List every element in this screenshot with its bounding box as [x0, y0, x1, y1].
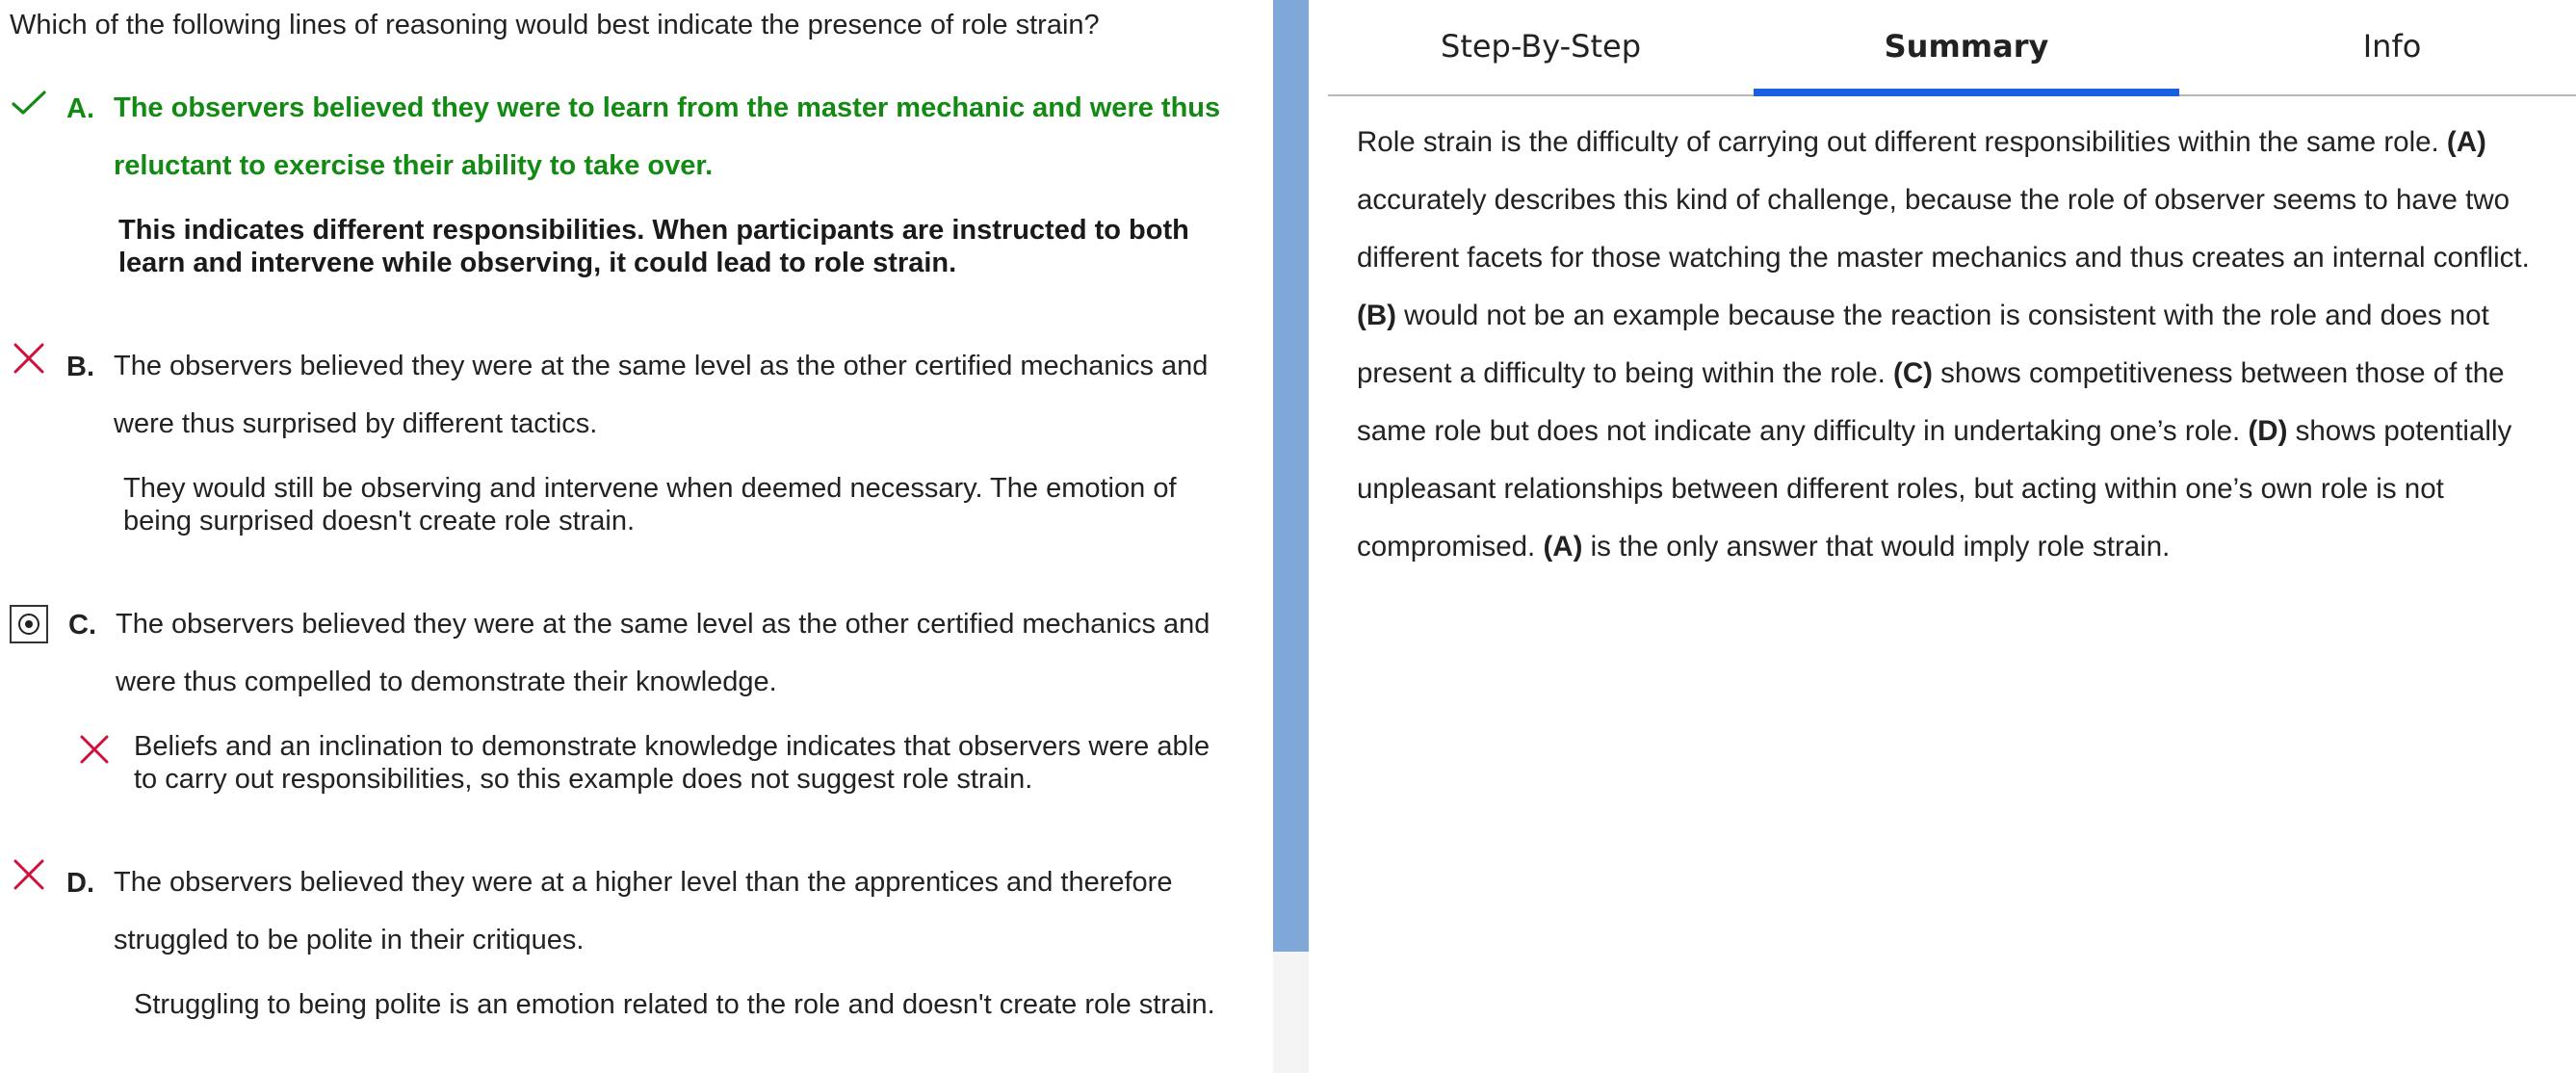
answer-reference: (D) [2248, 415, 2288, 447]
check-icon [10, 83, 48, 121]
option-explanation: They would still be observing and intervene when deemed necessary. The emotion of being surprised doesn't create role strain. [123, 473, 1177, 536]
answer-reference: (A) [1543, 531, 1583, 563]
answer-reference: (B) [1357, 300, 1396, 331]
answer-reference: (C) [1893, 357, 1933, 389]
answer-reference: (A) [2446, 126, 2486, 158]
summary-segment: accurately describes this kind of challenge, because the role of observer seems to have two different facets for those watching the master mechanics and thus creates an internal conflict. [1357, 184, 2530, 274]
summary-segment: Role strain is the difficulty of carrying out different responsibilities within the same role. [1357, 126, 2447, 158]
option-explanation: Beliefs and an inclination to demonstrate knowledge indicates that observers were able to carry out responsibilities, so this example does not suggest role strain. [134, 731, 1210, 795]
tab-label: Summary [1884, 28, 2049, 65]
option-letter: A. [66, 93, 94, 124]
summary-segment: is the only answer that would imply role strain. [1582, 531, 2171, 563]
option-text: The observers believed they were at the same level as the other certified mechanics and were thus compelled to demonstrate their knowledge. [116, 609, 1210, 697]
tab-step-by-step[interactable] [1328, 0, 1754, 94]
option-text: The observers believed they were to learn from the master mechanic and were thus reluctant to exercise their ability to take over. [114, 92, 1221, 181]
left-pane-scrollbar[interactable] [1273, 0, 1309, 1073]
tab-info[interactable] [2179, 0, 2576, 94]
tab-summary[interactable] [1754, 0, 2179, 94]
tab-label: Info [2362, 28, 2422, 65]
explanation-tabs [1328, 0, 2576, 96]
option-explanation: This indicates different responsibilities. When participants are instructed to both learn and intervene while observing, it could lead to role strain. [118, 215, 1189, 278]
option-text: The observers believed they were at a higher level than the apprentices and therefore struggled to be polite in their critiques. [114, 867, 1173, 955]
summary-segment: shows potentially unpleasant relationships between different roles, but acting within one’s own role is not compromised. [1357, 415, 2512, 563]
radio-selected-icon[interactable] [10, 605, 48, 643]
summary-segment: would not be an example because the reaction is consistent with the role and does not present a difficulty to being within the role. [1357, 300, 2489, 389]
question-text: Which of the following lines of reasoning would best indicate the presence of role strain? [10, 10, 1100, 40]
option-explanation: Struggling to being polite is an emotion related to the role and doesn't create role strain. [134, 989, 1215, 1020]
question-pane [0, 0, 1273, 1073]
summary-text [1357, 114, 2576, 576]
tab-label: Step-By-Step [1441, 28, 1641, 65]
option-text: The observers believed they were at the same level as the other certified mechanics and were thus surprised by different tactics. [114, 351, 1209, 439]
option-letter: B. [66, 352, 94, 382]
scrollbar-thumb[interactable] [1273, 0, 1309, 952]
x-icon [77, 732, 112, 767]
option-letter: D. [66, 868, 94, 899]
summary-segment: shows competitiveness between those of the same role but does not indicate any difficulty in undertaking one’s role. [1357, 357, 2505, 447]
explanation-pane [1309, 0, 2576, 1073]
x-icon [10, 339, 48, 378]
option-letter: C. [68, 610, 96, 641]
x-icon [10, 855, 48, 894]
active-tab-indicator [1754, 89, 2179, 96]
